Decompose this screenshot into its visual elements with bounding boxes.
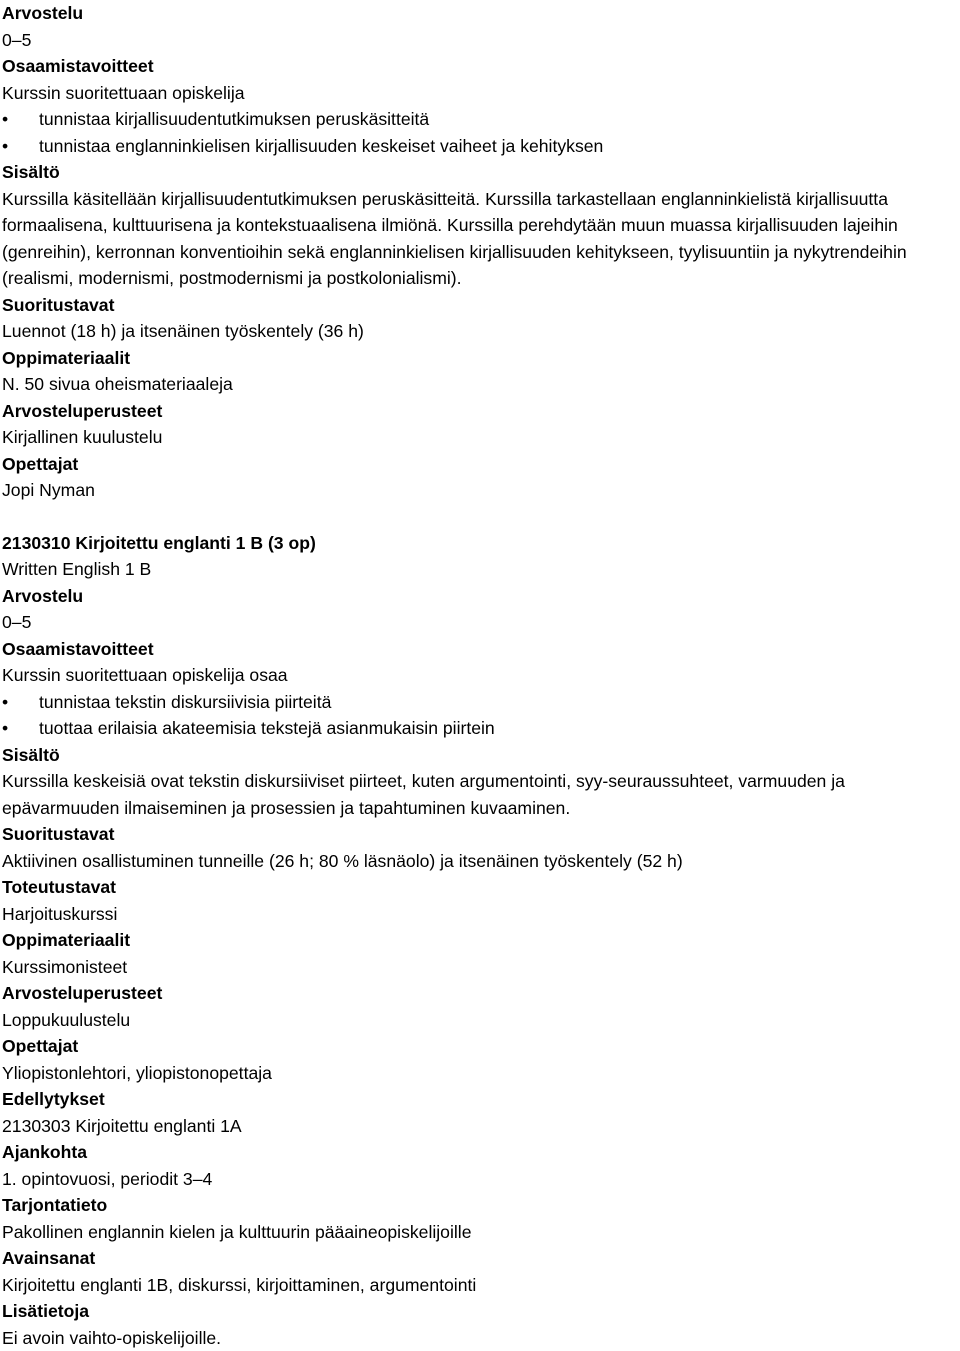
value-arvosteluperusteet: Loppukuulustelu [2, 1007, 958, 1034]
heading-ajankohta: Ajankohta [2, 1139, 958, 1166]
bullet-icon: • [2, 106, 8, 133]
heading-arvosteluperusteet: Arvosteluperusteet [2, 398, 958, 425]
value-suoritustavat: Luennot (18 h) ja itsenäinen työskentely (36 h) [2, 318, 958, 345]
value-arvosteluperusteet: Kirjallinen kuulustelu [2, 424, 958, 451]
heading-opettajat: Opettajat [2, 1033, 958, 1060]
heading-opettajat: Opettajat [2, 451, 958, 478]
value-arvostelu: 0–5 [2, 609, 958, 636]
heading-edellytykset: Edellytykset [2, 1086, 958, 1113]
value-oppimateriaalit: Kurssimonisteet [2, 954, 958, 981]
tavoitteet-list [2, 689, 958, 742]
heading-arvosteluperusteet: Arvosteluperusteet [2, 980, 958, 1007]
heading-suoritustavat: Suoritustavat [2, 292, 958, 319]
bullet-icon: • [2, 689, 8, 716]
tavoitteet-intro: Kurssin suoritettuaan opiskelija osaa [2, 662, 958, 689]
heading-oppimateriaalit: Oppimateriaalit [2, 345, 958, 372]
value-lisatietoja: Ei avoin vaihto-opiskelijoille. [2, 1325, 958, 1351]
value-oppimateriaalit: N. 50 sivua oheismateriaaleja [2, 371, 958, 398]
heading-arvostelu: Arvostelu [2, 0, 958, 27]
value-ajankohta: 1. opintovuosi, periodit 3–4 [2, 1166, 958, 1193]
bullet-icon: • [2, 133, 8, 160]
value-opettajat: Jopi Nyman [2, 477, 958, 504]
value-suoritustavat: Aktiivinen osallistuminen tunneille (26 h; 80 % läsnäolo) ja itsenäinen työskentely (52 h) [2, 848, 958, 875]
heading-lisatietoja: Lisätietoja [2, 1298, 958, 1325]
course-section-1 [2, 0, 958, 504]
heading-suoritustavat: Suoritustavat [2, 821, 958, 848]
tavoitteet-list [2, 106, 958, 159]
heading-osaamistavoitteet: Osaamistavoitteet [2, 53, 958, 80]
heading-oppimateriaalit: Oppimateriaalit [2, 927, 958, 954]
list-item-text: tunnistaa englanninkielisen kirjallisuuden keskeiset vaiheet ja kehityksen [39, 136, 603, 156]
course-section-2 [2, 530, 958, 1351]
value-sisalto: Kurssilla keskeisiä ovat tekstin diskursiiviset piirteet, kuten argumentointi, syy-seuraussuhteet, varmuuden ja epävarmuuden ilmaiseminen ja prosessien ja tapahtuminen kuvaaminen. [2, 768, 958, 821]
value-opettajat: Yliopistonlehtori, yliopistonopettaja [2, 1060, 958, 1087]
list-item [2, 106, 958, 133]
list-item-text: tunnistaa kirjallisuudentutkimuksen peruskäsitteitä [39, 109, 429, 129]
heading-tarjontatieto: Tarjontatieto [2, 1192, 958, 1219]
heading-osaamistavoitteet: Osaamistavoitteet [2, 636, 958, 663]
value-sisalto: Kurssilla käsitellään kirjallisuudentutkimuksen peruskäsitteitä. Kurssilla tarkastellaan englanninkielistä kirjallisuutta formaalisena, kulttuurisena ja kontekstuaalisena ilmiönä. Kurssilla perehdytään muun muassa kirjallisuuden lajeihin (genreihin), kerronnan konventioihin sekä englanninkielisen kirjallisuuden kehitykseen, tyylisuuntiin ja nykytrendeihin (realismi, modernismi, postmodernismi ja postkolonialismi). [2, 186, 958, 292]
heading-avainsanat: Avainsanat [2, 1245, 958, 1272]
list-item-text: tuottaa erilaisia akateemisia tekstejä asianmukaisin piirtein [39, 718, 495, 738]
value-tarjontatieto: Pakollinen englannin kielen ja kulttuurin pääaineopiskelijoille [2, 1219, 958, 1246]
value-avainsanat: Kirjoitettu englanti 1B, diskurssi, kirjoittaminen, argumentointi [2, 1272, 958, 1299]
list-item [2, 133, 958, 160]
course-subtitle: Written English 1 B [2, 556, 958, 583]
value-arvostelu: 0–5 [2, 27, 958, 54]
tavoitteet-intro: Kurssin suoritettuaan opiskelija [2, 80, 958, 107]
heading-toteutustavat: Toteutustavat [2, 874, 958, 901]
list-item [2, 689, 958, 716]
bullet-icon: • [2, 715, 8, 742]
list-item [2, 715, 958, 742]
heading-sisalto: Sisältö [2, 742, 958, 769]
heading-arvostelu: Arvostelu [2, 583, 958, 610]
list-item-text: tunnistaa tekstin diskursiivisia piirteitä [39, 692, 331, 712]
value-toteutustavat: Harjoituskurssi [2, 901, 958, 928]
heading-sisalto: Sisältö [2, 159, 958, 186]
course-title: 2130310 Kirjoitettu englanti 1 B (3 op) [2, 530, 958, 557]
value-edellytykset: 2130303 Kirjoitettu englanti 1A [2, 1113, 958, 1140]
section-gap [2, 504, 958, 530]
